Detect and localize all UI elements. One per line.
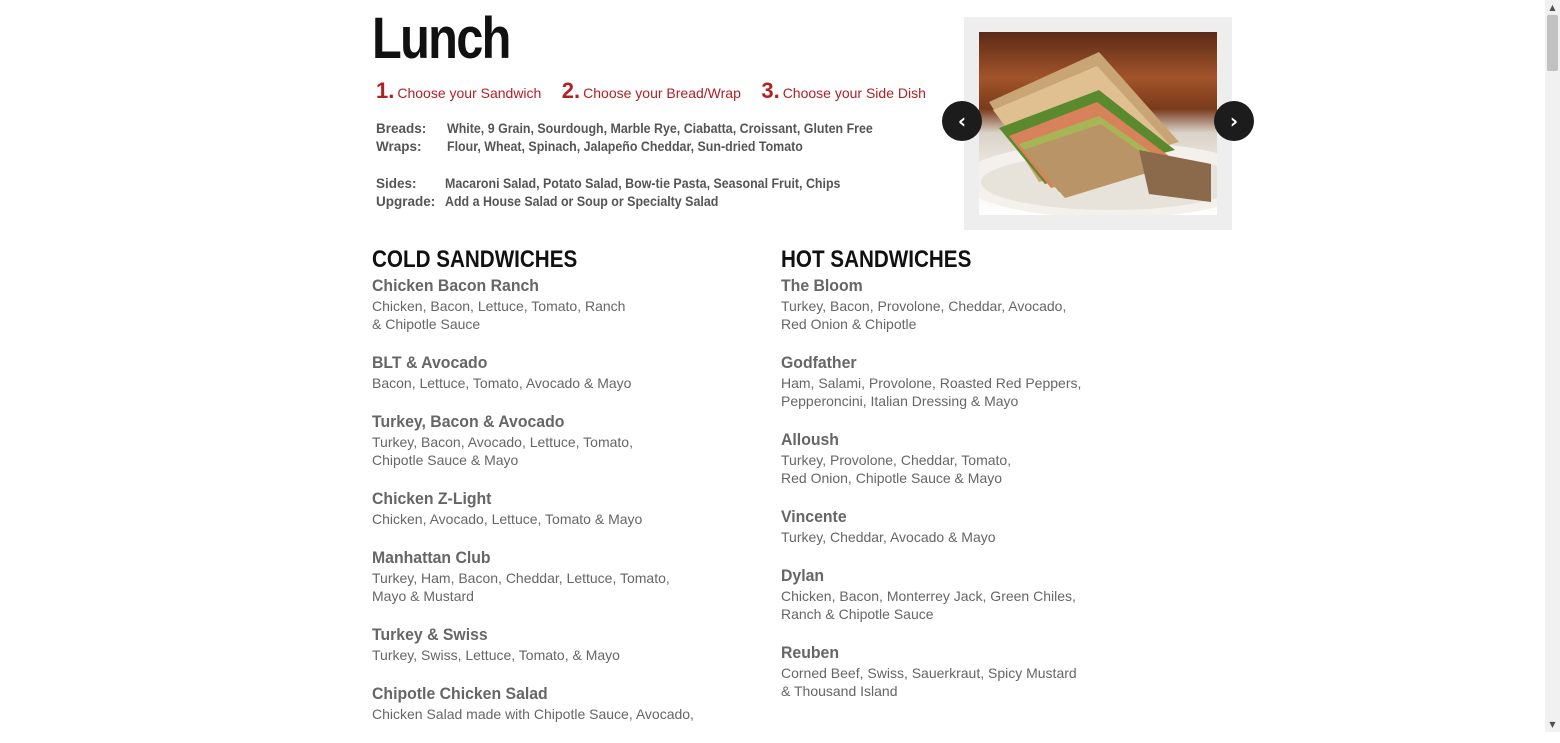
breads-row	[376, 120, 910, 138]
item-name: Chicken Bacon Ranch	[372, 276, 539, 295]
item-name: Manhattan Club	[372, 548, 491, 567]
item-description: Chicken, Bacon, Monterrey Jack, Green Chiles, Ranch & Chipotle Sauce	[781, 588, 1076, 622]
carousel-prev-button[interactable]	[942, 101, 982, 141]
page-title: Lunch	[372, 6, 510, 71]
step-number: 3.	[761, 78, 780, 103]
chevron-right-icon: ›	[1229, 109, 1239, 133]
item-name: The Bloom	[781, 276, 863, 295]
section-title: COLD SANDWICHES	[372, 246, 578, 273]
item-name: Reuben	[781, 643, 839, 662]
menu-item	[781, 643, 1141, 700]
item-description: Ham, Salami, Provolone, Roasted Red Peppers, Pepperoncini, Italian Dressing & Mayo	[781, 375, 1082, 409]
menu-item	[372, 625, 732, 664]
item-description: Turkey, Swiss, Lettuce, Tomato, & Mayo	[372, 647, 620, 663]
item-description: Corned Beef, Swiss, Sauerkraut, Spicy Mustard & Thousand Island	[781, 665, 1077, 699]
item-name: Alloush	[781, 430, 839, 449]
breads-value: White, 9 Grain, Sourdough, Marble Rye, Ciabatta, Croissant, Gluten Free	[447, 121, 873, 136]
item-name: Vincente	[781, 507, 847, 526]
menu-item	[781, 566, 1141, 623]
upgrade-label: Upgrade:	[376, 194, 436, 209]
breads-label: Breads:	[376, 121, 427, 136]
item-description: Turkey, Bacon, Avocado, Lettuce, Tomato, Chipotle Sauce & Mayo	[372, 434, 633, 468]
upgrade-value: Add a House Salad or Soup or Specialty Salad	[445, 194, 719, 209]
menu-item	[781, 430, 1141, 487]
step-number: 2.	[561, 78, 581, 103]
step-label: Choose your Bread/Wrap	[583, 85, 741, 101]
menu-item	[781, 353, 1141, 410]
sandwich-photo	[979, 32, 1217, 215]
step-1	[376, 78, 541, 104]
scrollbar-thumb[interactable]	[1547, 15, 1558, 71]
step-label: Choose your Side Dish	[782, 85, 926, 101]
cold-sandwiches-section	[372, 243, 732, 743]
scroll-up-icon[interactable]: ▲	[1549, 3, 1556, 12]
item-description: Chicken Salad made with Chipotle Sauce, Avocado,	[372, 706, 694, 722]
hot-sandwiches-section	[781, 243, 1141, 720]
upgrade-row	[376, 193, 875, 211]
image-carousel	[964, 17, 1232, 230]
menu-item	[372, 684, 732, 723]
menu-item	[372, 276, 732, 333]
item-description: Chicken, Bacon, Lettuce, Tomato, Ranch & Chipotle Sauce	[372, 298, 626, 332]
bread-options	[376, 120, 910, 156]
scroll-down-icon[interactable]: ▼	[1549, 720, 1556, 729]
item-description: Chicken, Avocado, Lettuce, Tomato & Mayo	[372, 511, 643, 527]
wraps-row	[376, 138, 910, 156]
item-description: Turkey, Ham, Bacon, Cheddar, Lettuce, Tomato, Mayo & Mustard	[372, 570, 670, 604]
chevron-left-icon: ‹	[957, 109, 967, 133]
carousel-next-button[interactable]	[1214, 101, 1254, 141]
item-description: Turkey, Cheddar, Avocado & Mayo	[781, 529, 996, 545]
menu-item	[372, 489, 732, 528]
step-2	[562, 78, 741, 104]
menu-item	[781, 507, 1141, 546]
item-name: BLT & Avocado	[372, 353, 488, 372]
sides-row	[376, 175, 875, 193]
menu-item	[372, 412, 732, 469]
item-description: Turkey, Bacon, Provolone, Cheddar, Avocado, Red Onion & Chipotle	[781, 298, 1067, 332]
step-3	[761, 78, 926, 104]
sides-value: Macaroni Salad, Potato Salad, Bow-tie Pasta, Seasonal Fruit, Chips	[445, 176, 841, 191]
item-name: Dylan	[781, 566, 825, 585]
item-name: Turkey, Bacon & Avocado	[372, 412, 565, 431]
menu-item	[372, 353, 732, 392]
item-name: Turkey & Swiss	[372, 625, 488, 644]
side-options	[376, 175, 875, 211]
item-description: Bacon, Lettuce, Tomato, Avocado & Mayo	[372, 375, 632, 391]
sides-label: Sides:	[376, 176, 417, 191]
menu-item	[781, 276, 1141, 333]
sandwich-image	[979, 32, 1217, 215]
item-name: Godfather	[781, 353, 857, 372]
wraps-label: Wraps:	[376, 139, 422, 154]
step-number: 1.	[376, 78, 395, 103]
item-name: Chipotle Chicken Salad	[372, 684, 548, 703]
order-steps	[376, 78, 942, 108]
menu-item	[372, 548, 732, 605]
section-title: HOT SANDWICHES	[781, 246, 972, 273]
item-name: Chicken Z-Light	[372, 489, 492, 508]
wraps-value: Flour, Wheat, Spinach, Jalapeño Cheddar, Sun-dried Tomato	[447, 139, 803, 154]
item-description: Turkey, Provolone, Cheddar, Tomato, Red Onion, Chipotle Sauce & Mayo	[781, 452, 1012, 486]
page-scrollbar[interactable]	[1545, 0, 1560, 732]
step-label: Choose your Sandwich	[397, 85, 542, 101]
